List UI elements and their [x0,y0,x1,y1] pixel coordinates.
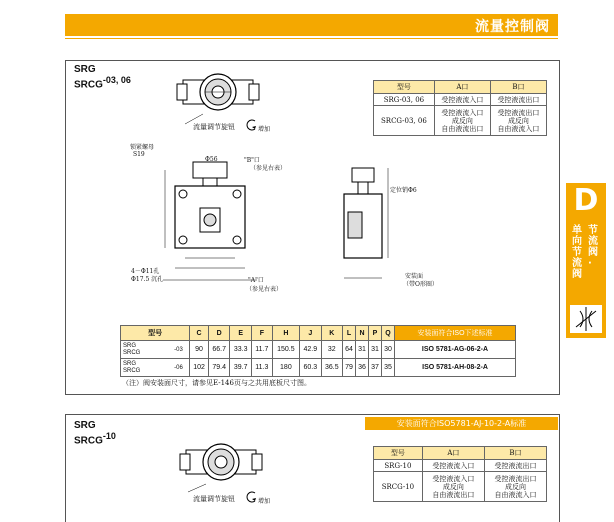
dimension-table: 型号 C D E F H J K L N P Q 安装面符合ISO下述标准 SRG SRCG -03 90 66.7 33.3 11.7 150.5 42.9 32 64 31 31 30 ISO 5781-AG-06-2-A SRG SRCG -06 102 79.4 39.7 11.3 180 60.3 36.5 79 36 37 35 ISO 5781-AH-08-2-A [120,325,516,377]
knob-label-10: 流量调节旋钮 [193,495,235,503]
mount-label: 安装面 [405,273,424,280]
footnote: （注）阀安装面尺寸，请参见E-146页与之共用底板尺寸图。 [122,379,311,387]
side-tab-text-1: 单 向 节 流 阀 [572,225,582,280]
header-bar [65,14,558,36]
knob-label: 流量调节旋钮 [193,123,235,131]
page-title: 流量控制阀 [475,19,550,35]
lock-nut-size: S19 [133,151,145,158]
side-tab-text-2: 节 流 阀 · [588,225,598,269]
standard-banner: 安装面符合ISO5781-AJ-10-2-A标准 [365,417,558,430]
throttle-symbol-icon [570,305,602,333]
model-heading: SRG $SRCG^{-03, 06}$ [74,64,131,91]
side-tab[interactable] [566,183,606,338]
counterbore-label: Φ17.5 沉孔 [131,276,164,283]
port-b-label: "B"口 [244,157,260,164]
port-a-ref: （参见右表） [246,286,283,293]
port-table-10: 型号 A口 B口 SRG-10 受控液流入口 受控液流出口 SRCG-10 受控液流入口 成反向 自由液流出口 受控液流出口 成反向 自由液流入口 [373,446,547,502]
holes-label: 4－Φ11孔 [131,268,160,275]
table-row: SRG-03, 06 受控液流入口 受控液流出口 [374,94,547,106]
table-row: SRG-10 受控液流入口 受控液流出口 [374,460,547,472]
table-row: SRG SRCG -06 102 79.4 39.7 11.3 180 60.3 36.5 79 36 37 35 ISO 5781-AH-08-2-A [121,359,516,377]
table-row: SRCG-10 受控液流入口 成反向 自由液流出口 受控液流出口 成反向 自由液流入口 [374,472,547,502]
increase-label-10: 增加 [258,498,271,505]
lock-nut-label: 锁紧螺母 [130,144,155,151]
header-rule [65,38,558,39]
dim-phi56: Φ56 [205,156,218,163]
side-tab-letter: D [573,183,599,218]
mount-sub-label: （带O形圈） [403,281,438,288]
rotation-arrow-icon [244,118,258,132]
port-b-ref: （参见右表） [250,165,287,172]
pin-label: 定位销Φ6 [390,187,417,194]
rotation-arrow-icon [244,490,258,504]
side-view-drawing [338,160,398,300]
model-heading-10: SRG $SRCG^{-10}$ [74,420,116,447]
port-table-03-06: 型号 A口 B口 SRG-03, 06 受控液流入口 受控液流出口 SRCG-03, 06 受控液流入口 成反向 自由液流出口 受控液流出口 成反向 自由液流入口 [373,80,547,136]
increase-label: 增加 [258,126,271,133]
port-a-label: "A"口 [248,277,264,284]
table-row: SRG SRCG -03 90 66.7 33.3 11.7 150.5 42.9 32 64 31 31 30 ISO 5781-AG-06-2-A [121,341,516,359]
table-row: SRCG-03, 06 受控液流入口 成反向 自由液流出口 受控液流出口 成反向 自由液流入口 [374,106,547,136]
